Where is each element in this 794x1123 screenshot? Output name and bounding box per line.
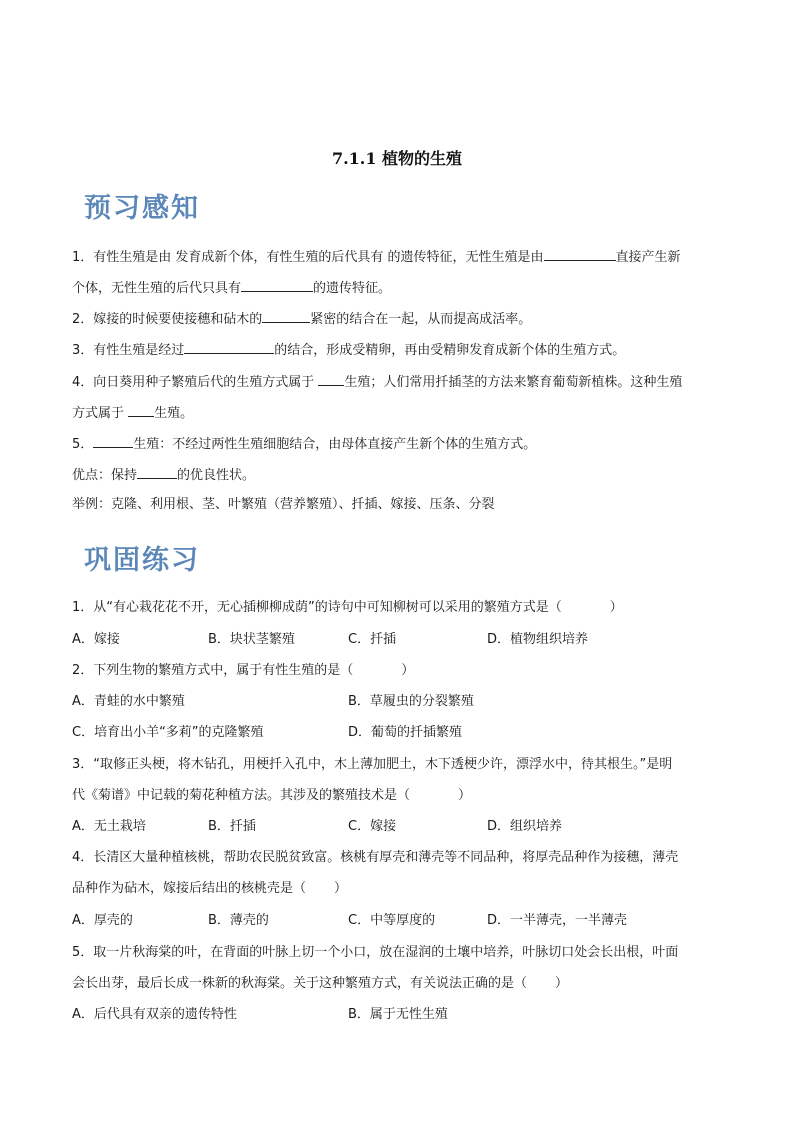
practice-q4-option-d[interactable]: D．一半薄壳，一半薄壳 [487, 913, 628, 928]
question-stem: 品种作为砧木，嫁接后结出的核桃壳是（ [72, 881, 307, 896]
question-close-paren: ） [458, 788, 472, 803]
preview-q4-text3: 方式属于 [72, 406, 129, 421]
preview-q2-text: 2．嫁接的时候要使接穗和砧木的 [72, 312, 263, 327]
practice-q5-option-b[interactable]: B．属于无性生殖 [348, 1007, 448, 1022]
practice-q3-line1: 3．“取修正头梗，将木钻孔，用梗扦入孔中，木上薄加肥土，木下透梗少许，漂浮水中，待其根生。”是明 [72, 757, 673, 772]
practice-q3-line2 [72, 787, 732, 805]
preview-q4-text4: 生殖。 [154, 406, 194, 421]
preview-q4-text2: 生殖；人们常用扦插茎的方法来繁育葡萄新植株。这种生殖 [344, 375, 683, 390]
practice-q2-option-b[interactable]: B．草履虫的分裂繁殖 [348, 694, 474, 709]
practice-q4-option-c[interactable]: C．中等厚度的 [348, 913, 436, 928]
question-close-paren: ） [401, 663, 415, 678]
question-stem: 1．从“有心栽花花不开，无心插柳柳成荫”的诗句中可知柳树可以采用的繁殖方式是（ [72, 600, 562, 615]
practice-q5-line1: 5．取一片秋海棠的叶，在背面的叶脉上切一个小口，放在湿润的土壤中培养，叶脉切口处会长出根，叶面 [72, 945, 679, 960]
preview-q1-text4: 的遗传特征。 [313, 281, 392, 296]
preview-q5-text2: 生殖：不经过两性生殖细胞结合，由母体直接产生新个体的生殖方式。 [133, 437, 537, 452]
preview-q3 [72, 340, 732, 360]
preview-q4-text: 4．向日葵用种子繁殖后代的生殖方式属于 [72, 375, 319, 390]
question-stem: 代《菊谱》中记载的菊花种植方法。其涉及的繁殖技术是（ [72, 788, 411, 803]
preview-q2-text2: 紧密的结合在一起，从而提高成活率。 [310, 312, 532, 327]
advantage-text2: 的优良性状。 [177, 468, 256, 483]
question-close-paren: ） [334, 881, 348, 896]
question-stem: 2．下列生物的繁殖方式中，属于有性生殖的是（ [72, 663, 354, 678]
preview-q1-text2: 直接产生新 [615, 250, 681, 265]
practice-q2-option-a[interactable]: A．青蛙的水中繁殖 [72, 694, 185, 709]
preview-q4-line2 [72, 403, 732, 423]
practice-q3-option-c[interactable]: C．嫁接 [348, 819, 397, 834]
preview-q3-text: 3．有性生殖是经过 [72, 343, 185, 358]
practice-q1-stem [72, 599, 732, 617]
answer-blank[interactable] [184, 340, 274, 354]
practice-q2-option-d[interactable]: D．葡萄的扦插繁殖 [348, 725, 463, 740]
preview-advantage [72, 465, 732, 485]
answer-blank[interactable] [93, 434, 133, 448]
practice-q1-option-a[interactable]: A．嫁接 [72, 632, 120, 647]
answer-blank[interactable] [262, 309, 310, 323]
answer-blank[interactable] [241, 278, 313, 292]
answer-blank[interactable] [318, 372, 344, 386]
practice-q4-line1: 4．长清区大量种植核桃，帮助农民脱贫致富。核桃有厚壳和薄壳等不同品种，将厚壳品种作为接穗，薄壳 [72, 850, 679, 865]
preview-q1-line1 [72, 247, 732, 267]
answer-blank[interactable] [128, 403, 154, 417]
preview-q3-text2: 的结合，形成受精卵，再由受精卵发育成新个体的生殖方式。 [274, 343, 626, 358]
preview-q4-line1 [72, 372, 732, 392]
practice-q2-stem [72, 662, 732, 680]
answer-blank[interactable] [544, 247, 616, 261]
practice-q5-option-a[interactable]: A．后代具有双亲的遗传特性 [72, 1007, 237, 1022]
practice-q4-option-a[interactable]: A．厚壳的 [72, 913, 133, 928]
section-heading-preview: 预习感知 [84, 193, 200, 224]
preview-q2 [72, 309, 732, 329]
question-stem: 会长出芽，最后长成一株新的秋海棠。关于这种繁殖方式，有关说法正确的是（ [72, 976, 528, 991]
question-close-paren: ） [555, 976, 569, 991]
practice-q3-option-a[interactable]: A．无土栽培 [72, 819, 146, 834]
advantage-text: 优点：保持 [72, 468, 138, 483]
practice-q4-option-b[interactable]: B．薄壳的 [208, 913, 269, 928]
practice-q1-option-c[interactable]: C．扦插 [348, 632, 397, 647]
preview-q5 [72, 434, 732, 454]
preview-q5-text: 5． [72, 437, 94, 452]
preview-q1-line2 [72, 278, 732, 298]
page-title: 7.1.1 植物的生殖 [331, 149, 463, 168]
practice-q3-option-b[interactable]: B．扦插 [208, 819, 256, 834]
preview-q1-text3: 个体，无性生殖的后代只具有 [72, 281, 242, 296]
practice-q4-line2 [72, 880, 732, 898]
section-heading-practice: 巩固练习 [84, 545, 200, 576]
answer-blank[interactable] [137, 465, 177, 479]
preview-example: 举例：克隆、利用根、茎、叶繁殖（营养繁殖）、扦插、嫁接、压条、分裂 [72, 497, 495, 512]
practice-q2-option-c[interactable]: C．培育出小羊“多莉”的克隆繁殖 [72, 725, 264, 740]
practice-q1-option-d[interactable]: D．植物组织培养 [487, 632, 589, 647]
practice-q3-option-d[interactable]: D．组织培养 [487, 819, 563, 834]
practice-q1-option-b[interactable]: B．块状茎繁殖 [208, 632, 295, 647]
practice-q5-line2 [72, 975, 732, 993]
question-close-paren: ） [609, 600, 623, 615]
preview-q1-text: 1．有性生殖是由 发育成新个体，有性生殖的后代具有 的遗传特征，无性生殖是由 [72, 250, 544, 265]
